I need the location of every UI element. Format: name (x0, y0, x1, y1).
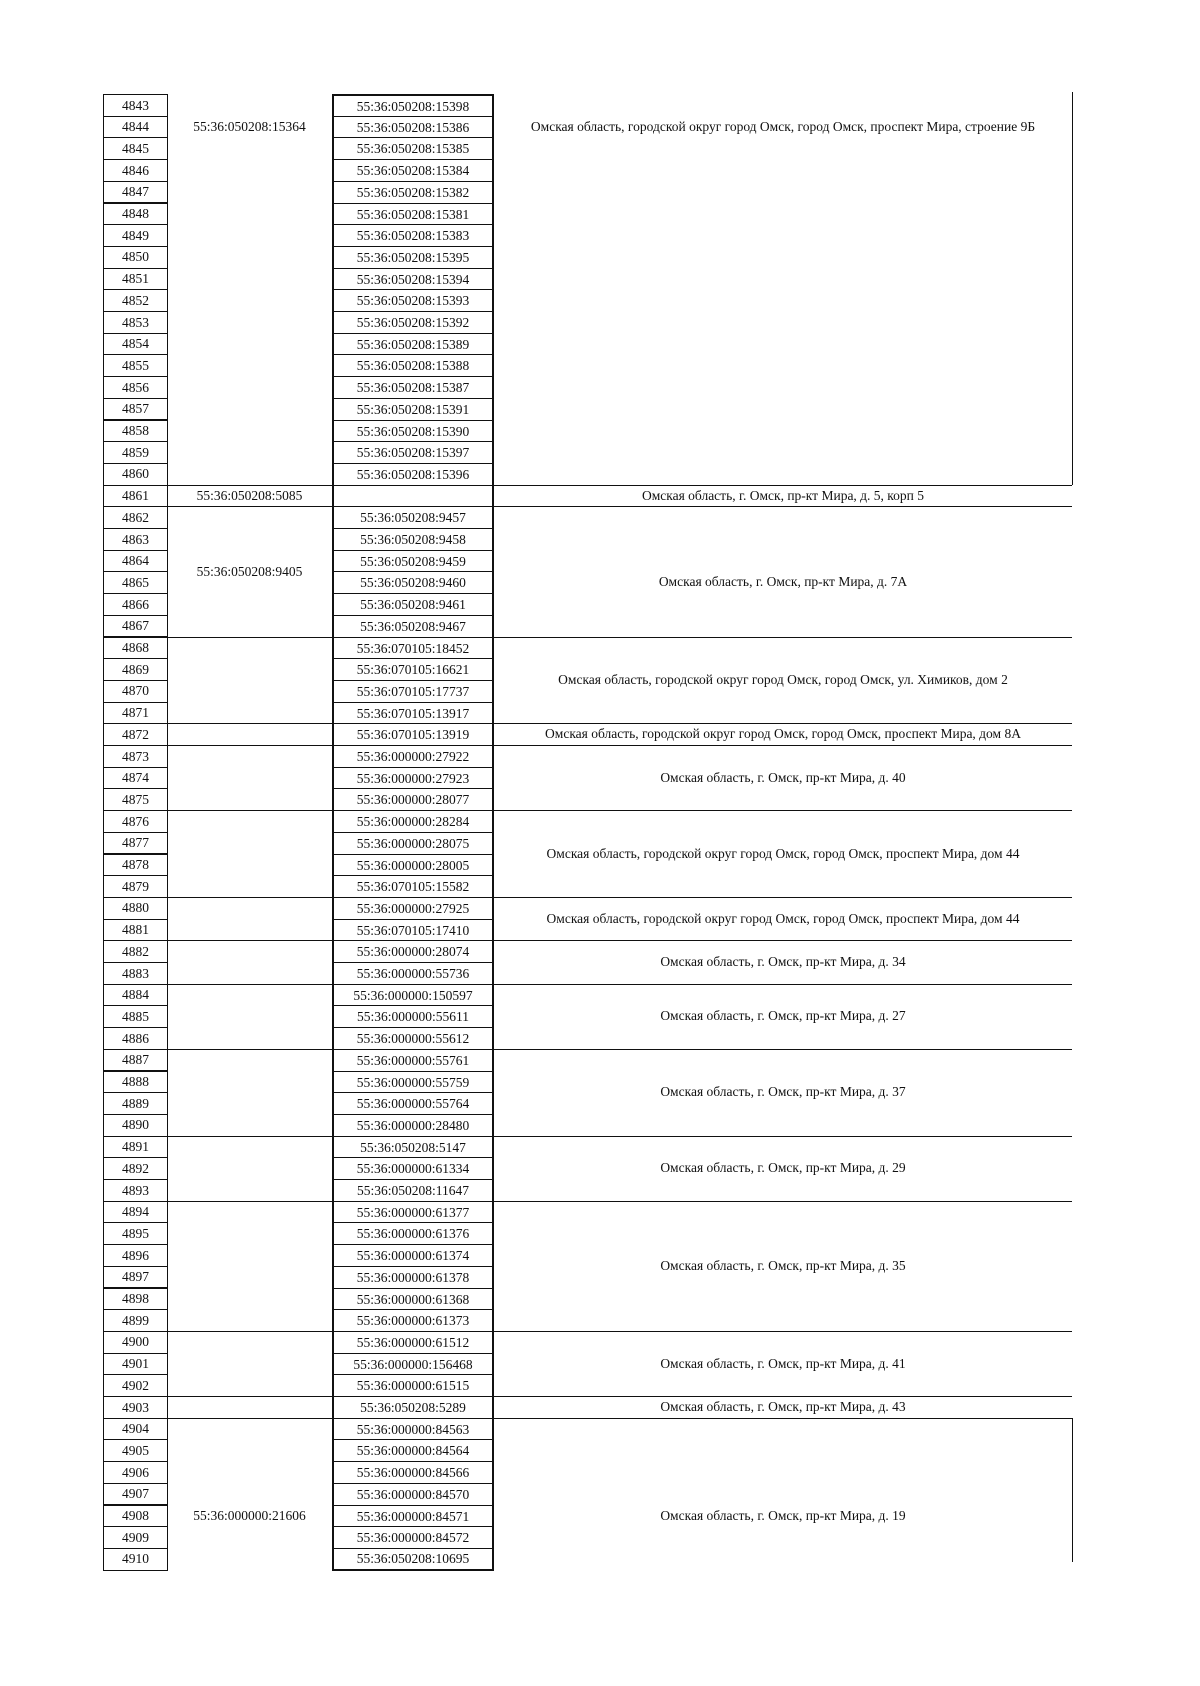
row-number-cell: 4879 (103, 875, 168, 898)
cadastral-number-cell: 55:36:050208:15388 (332, 354, 494, 377)
row-number-cell: 4851 (103, 268, 168, 291)
group-separator-line (167, 485, 1072, 486)
parent-cadastral-number: 55:36:000000:21606 (193, 1507, 306, 1523)
group-separator-line (167, 637, 1072, 638)
row-number-cell: 4857 (103, 398, 168, 421)
address-text: Омская область, г. Омск, пр-кт Мира, д. 7А (658, 574, 908, 590)
parent-cadastral-number: 55:36:050208:9405 (196, 563, 303, 579)
row-number-cell: 4850 (103, 246, 168, 269)
cadastral-number-cell: 55:36:050208:15391 (332, 398, 494, 421)
cadastral-number-cell: 55:36:070105:13917 (332, 702, 494, 725)
cadastral-number-cell: 55:36:050208:10695 (332, 1548, 494, 1571)
cadastral-number-cell: 55:36:000000:156468 (332, 1353, 494, 1376)
row-number-cell: 4860 (103, 463, 168, 486)
cadastral-number-cell: 55:36:050208:15390 (332, 420, 494, 443)
cadastral-number-cell: 55:36:050208:15393 (332, 289, 494, 312)
cadastral-number-cell: 55:36:050208:9460 (332, 571, 494, 594)
cadastral-number-cell: 55:36:070105:18452 (332, 637, 494, 660)
cadastral-number-cell: 55:36:050208:15382 (332, 181, 494, 204)
cadastral-number-cell: 55:36:050208:11647 (332, 1179, 494, 1202)
row-number-cell: 4864 (103, 550, 168, 573)
row-number-cell: 4856 (103, 376, 168, 399)
address-text: Омская область, г. Омск, пр-кт Мира, д. 34 (660, 954, 906, 970)
row-number-cell: 4902 (103, 1374, 168, 1397)
row-number-cell: 4893 (103, 1179, 168, 1202)
row-number-cell: 4859 (103, 441, 168, 464)
row-number-cell: 4910 (103, 1548, 168, 1571)
row-number-cell: 4894 (103, 1201, 168, 1224)
address-right-border (1072, 92, 1073, 485)
row-number-cell: 4843 (103, 94, 168, 117)
row-number-cell: 4905 (103, 1439, 168, 1462)
cadastral-number-cell: 55:36:050208:15381 (332, 203, 494, 226)
cadastral-number-cell: 55:36:000000:61368 (332, 1288, 494, 1311)
cadastral-number-cell: 55:36:000000:84572 (332, 1526, 494, 1549)
cadastral-number-cell: 55:36:000000:61374 (332, 1244, 494, 1267)
row-number-cell: 4883 (103, 962, 168, 985)
row-number-cell: 4885 (103, 1005, 168, 1028)
row-number-cell: 4887 (103, 1049, 168, 1072)
cadastral-number-cell: 55:36:000000:27922 (332, 745, 494, 768)
row-number-cell: 4906 (103, 1461, 168, 1484)
cadastral-number-cell: 55:36:000000:84564 (332, 1439, 494, 1462)
row-number-cell: 4896 (103, 1244, 168, 1267)
row-number-cell: 4895 (103, 1222, 168, 1245)
cadastral-number-cell: 55:36:050208:15389 (332, 333, 494, 356)
cadastral-number-cell: 55:36:070105:17737 (332, 680, 494, 703)
cadastral-number-cell: 55:36:050208:15395 (332, 246, 494, 269)
cadastral-number-cell: 55:36:050208:15383 (332, 224, 494, 247)
cadastral-number-cell: 55:36:000000:84563 (332, 1418, 494, 1441)
row-number-cell: 4881 (103, 919, 168, 942)
address-text: Омская область, г. Омск, пр-кт Мира, д. 43 (660, 1399, 906, 1415)
row-number-cell: 4892 (103, 1157, 168, 1180)
row-number-cell: 4880 (103, 897, 168, 920)
row-number-cell: 4844 (103, 116, 168, 139)
row-number-cell: 4900 (103, 1331, 168, 1354)
cadastral-number-cell: 55:36:000000:84566 (332, 1461, 494, 1484)
row-number-cell: 4867 (103, 615, 168, 638)
row-number-cell: 4890 (103, 1114, 168, 1137)
group-separator-line (167, 1396, 1072, 1397)
address-text: Омская область, г. Омск, пр-кт Мира, д. 37 (660, 1084, 906, 1100)
cadastral-number-cell: 55:36:050208:15398 (332, 94, 494, 117)
row-number-cell: 4866 (103, 593, 168, 616)
cadastral-number-cell: 55:36:050208:15385 (332, 137, 494, 160)
row-number-cell: 4865 (103, 571, 168, 594)
row-number-cell: 4872 (103, 723, 168, 746)
cadastral-number-cell: 55:36:050208:9458 (332, 528, 494, 551)
cadastral-number-cell: 55:36:000000:55611 (332, 1005, 494, 1028)
group-separator-line (167, 506, 1072, 507)
cadastral-number-cell: 55:36:000000:28075 (332, 832, 494, 855)
row-number-cell: 4863 (103, 528, 168, 551)
cadastral-number-cell: 55:36:070105:15582 (332, 875, 494, 898)
row-number-cell: 4845 (103, 137, 168, 160)
row-number-cell: 4907 (103, 1483, 168, 1506)
cadastral-number-cell: 55:36:070105:16621 (332, 658, 494, 681)
cadastral-number-cell: 55:36:000000:55736 (332, 962, 494, 985)
row-number-cell: 4878 (103, 854, 168, 877)
cadastral-number-cell: 55:36:000000:61512 (332, 1331, 494, 1354)
cadastral-number-cell: 55:36:000000:55764 (332, 1092, 494, 1115)
address-text: Омская область, г. Омск, пр-кт Мира, д. 40 (660, 769, 906, 785)
cadastral-number-cell: 55:36:000000:28005 (332, 854, 494, 877)
address-text: Омская область, г. Омск, пр-кт Мира, д. 5, корп 5 (641, 487, 925, 503)
row-number-cell: 4877 (103, 832, 168, 855)
address-text: Омская область, городской округ город Омск, город Омск, проспект Мира, дом 44 (546, 845, 1020, 861)
cadastral-number-cell: 55:36:050208:15397 (332, 441, 494, 464)
cadastral-number-cell: 55:36:050208:5289 (332, 1396, 494, 1419)
group-separator-line (167, 984, 1072, 985)
address-text: Омская область, г. Омск, пр-кт Мира, д. 27 (660, 1008, 906, 1024)
address-text: Омская область, городской округ город Омск, город Омск, проспект Мира, дом 44 (546, 910, 1020, 926)
cadastral-number-cell: 55:36:000000:150597 (332, 984, 494, 1007)
cadastral-number-cell: 55:36:000000:28074 (332, 940, 494, 963)
cadastral-number-cell: 55:36:000000:27925 (332, 897, 494, 920)
cadastral-number-cell: 55:36:000000:55761 (332, 1049, 494, 1072)
row-number-cell: 4901 (103, 1353, 168, 1376)
group-separator-line (167, 897, 1072, 898)
row-number-cell: 4861 (103, 485, 168, 508)
address-text: Омская область, г. Омск, пр-кт Мира, д. 35 (660, 1258, 906, 1274)
row-number-cell: 4847 (103, 181, 168, 204)
row-number-cell: 4855 (103, 354, 168, 377)
cadastral-number-cell: 55:36:050208:15394 (332, 268, 494, 291)
parent-cadastral-number: 55:36:050208:5085 (196, 487, 303, 503)
row-number-cell: 4852 (103, 289, 168, 312)
row-number-cell: 4882 (103, 940, 168, 963)
cadastral-number-cell: 55:36:000000:61373 (332, 1309, 494, 1332)
row-number-cell: 4875 (103, 788, 168, 811)
row-number-cell: 4854 (103, 333, 168, 356)
row-number-cell: 4899 (103, 1309, 168, 1332)
row-number-cell: 4868 (103, 637, 168, 660)
cadastral-number-cell: 55:36:000000:28284 (332, 810, 494, 833)
row-number-cell: 4889 (103, 1092, 168, 1115)
address-text: Омская область, г. Омск, пр-кт Мира, д. 29 (660, 1160, 906, 1176)
row-number-cell: 4869 (103, 658, 168, 681)
cadastral-number-cell: 55:36:000000:55759 (332, 1071, 494, 1094)
address-text: Омская область, городской округ город Омск, город Омск, проспект Мира, строение 9Б (530, 118, 1036, 134)
cadastral-number-cell: 55:36:000000:84571 (332, 1505, 494, 1528)
row-number-cell: 4886 (103, 1027, 168, 1050)
row-number-cell: 4897 (103, 1266, 168, 1289)
address-text: Омская область, городской округ город Омск, город Омск, ул. Химиков, дом 2 (558, 672, 1008, 688)
row-number-cell: 4862 (103, 506, 168, 529)
row-number-cell: 4846 (103, 159, 168, 182)
cadastral-number-cell: 55:36:050208:15396 (332, 463, 494, 486)
cadastral-number-cell: 55:36:050208:9461 (332, 593, 494, 616)
cadastral-number-cell: 55:36:000000:61376 (332, 1222, 494, 1245)
cadastral-number-cell: 55:36:050208:15386 (332, 116, 494, 139)
row-number-cell: 4874 (103, 767, 168, 790)
parent-cadastral-number: 55:36:050208:15364 (193, 118, 306, 134)
cadastral-number-cell: 55:36:050208:9457 (332, 506, 494, 529)
row-number-cell: 4870 (103, 680, 168, 703)
row-number-cell: 4904 (103, 1418, 168, 1441)
address-right-border (1072, 1418, 1073, 1562)
group-separator-line (167, 723, 1072, 724)
row-number-cell: 4898 (103, 1288, 168, 1311)
cadastral-number-cell: 55:36:000000:61334 (332, 1157, 494, 1180)
row-number-cell: 4849 (103, 224, 168, 247)
row-number-cell: 4873 (103, 745, 168, 768)
address-text: Омская область, г. Омск, пр-кт Мира, д. 19 (660, 1507, 906, 1523)
row-number-cell: 4888 (103, 1071, 168, 1094)
group-separator-line (167, 940, 1072, 941)
cadastral-number-cell: 55:36:070105:17410 (332, 919, 494, 942)
address-text: Омская область, г. Омск, пр-кт Мира, д. 41 (660, 1355, 906, 1371)
row-number-cell: 4876 (103, 810, 168, 833)
cadastral-number-cell: 55:36:050208:15387 (332, 376, 494, 399)
row-number-cell: 4903 (103, 1396, 168, 1419)
group-separator-line (167, 1136, 1072, 1137)
cadastral-number-cell (332, 485, 494, 508)
cadastral-number-cell: 55:36:050208:15392 (332, 311, 494, 334)
row-number-cell: 4909 (103, 1526, 168, 1549)
row-number-cell: 4871 (103, 702, 168, 725)
cadastral-number-cell: 55:36:050208:15384 (332, 159, 494, 182)
cadastral-number-cell: 55:36:050208:9459 (332, 550, 494, 573)
row-number-cell: 4891 (103, 1136, 168, 1159)
row-number-cell: 4884 (103, 984, 168, 1007)
group-separator-line (167, 1049, 1072, 1050)
group-separator-line (167, 1331, 1072, 1332)
cadastral-number-cell: 55:36:050208:5147 (332, 1136, 494, 1159)
cadastral-number-cell: 55:36:050208:9467 (332, 615, 494, 638)
cadastral-number-cell: 55:36:000000:84570 (332, 1483, 494, 1506)
row-number-cell: 4858 (103, 420, 168, 443)
cadastral-number-cell: 55:36:000000:28077 (332, 788, 494, 811)
address-text: Омская область, городской округ город Омск, город Омск, проспект Мира, дом 8А (545, 726, 1021, 742)
row-number-cell: 4908 (103, 1505, 168, 1528)
cadastral-number-cell: 55:36:000000:27923 (332, 767, 494, 790)
group-separator-line (167, 1201, 1072, 1202)
cadastral-number-cell: 55:36:070105:13919 (332, 723, 494, 746)
cadastral-number-cell: 55:36:000000:61378 (332, 1266, 494, 1289)
group-separator-line (167, 745, 1072, 746)
cadastral-number-cell: 55:36:000000:55612 (332, 1027, 494, 1050)
group-separator-line (167, 810, 1072, 811)
row-number-cell: 4853 (103, 311, 168, 334)
group-separator-line (167, 1418, 1072, 1419)
cadastral-number-cell: 55:36:000000:61515 (332, 1374, 494, 1397)
cadastral-number-cell: 55:36:000000:61377 (332, 1201, 494, 1224)
cadastral-number-cell: 55:36:000000:28480 (332, 1114, 494, 1137)
row-number-cell: 4848 (103, 203, 168, 226)
